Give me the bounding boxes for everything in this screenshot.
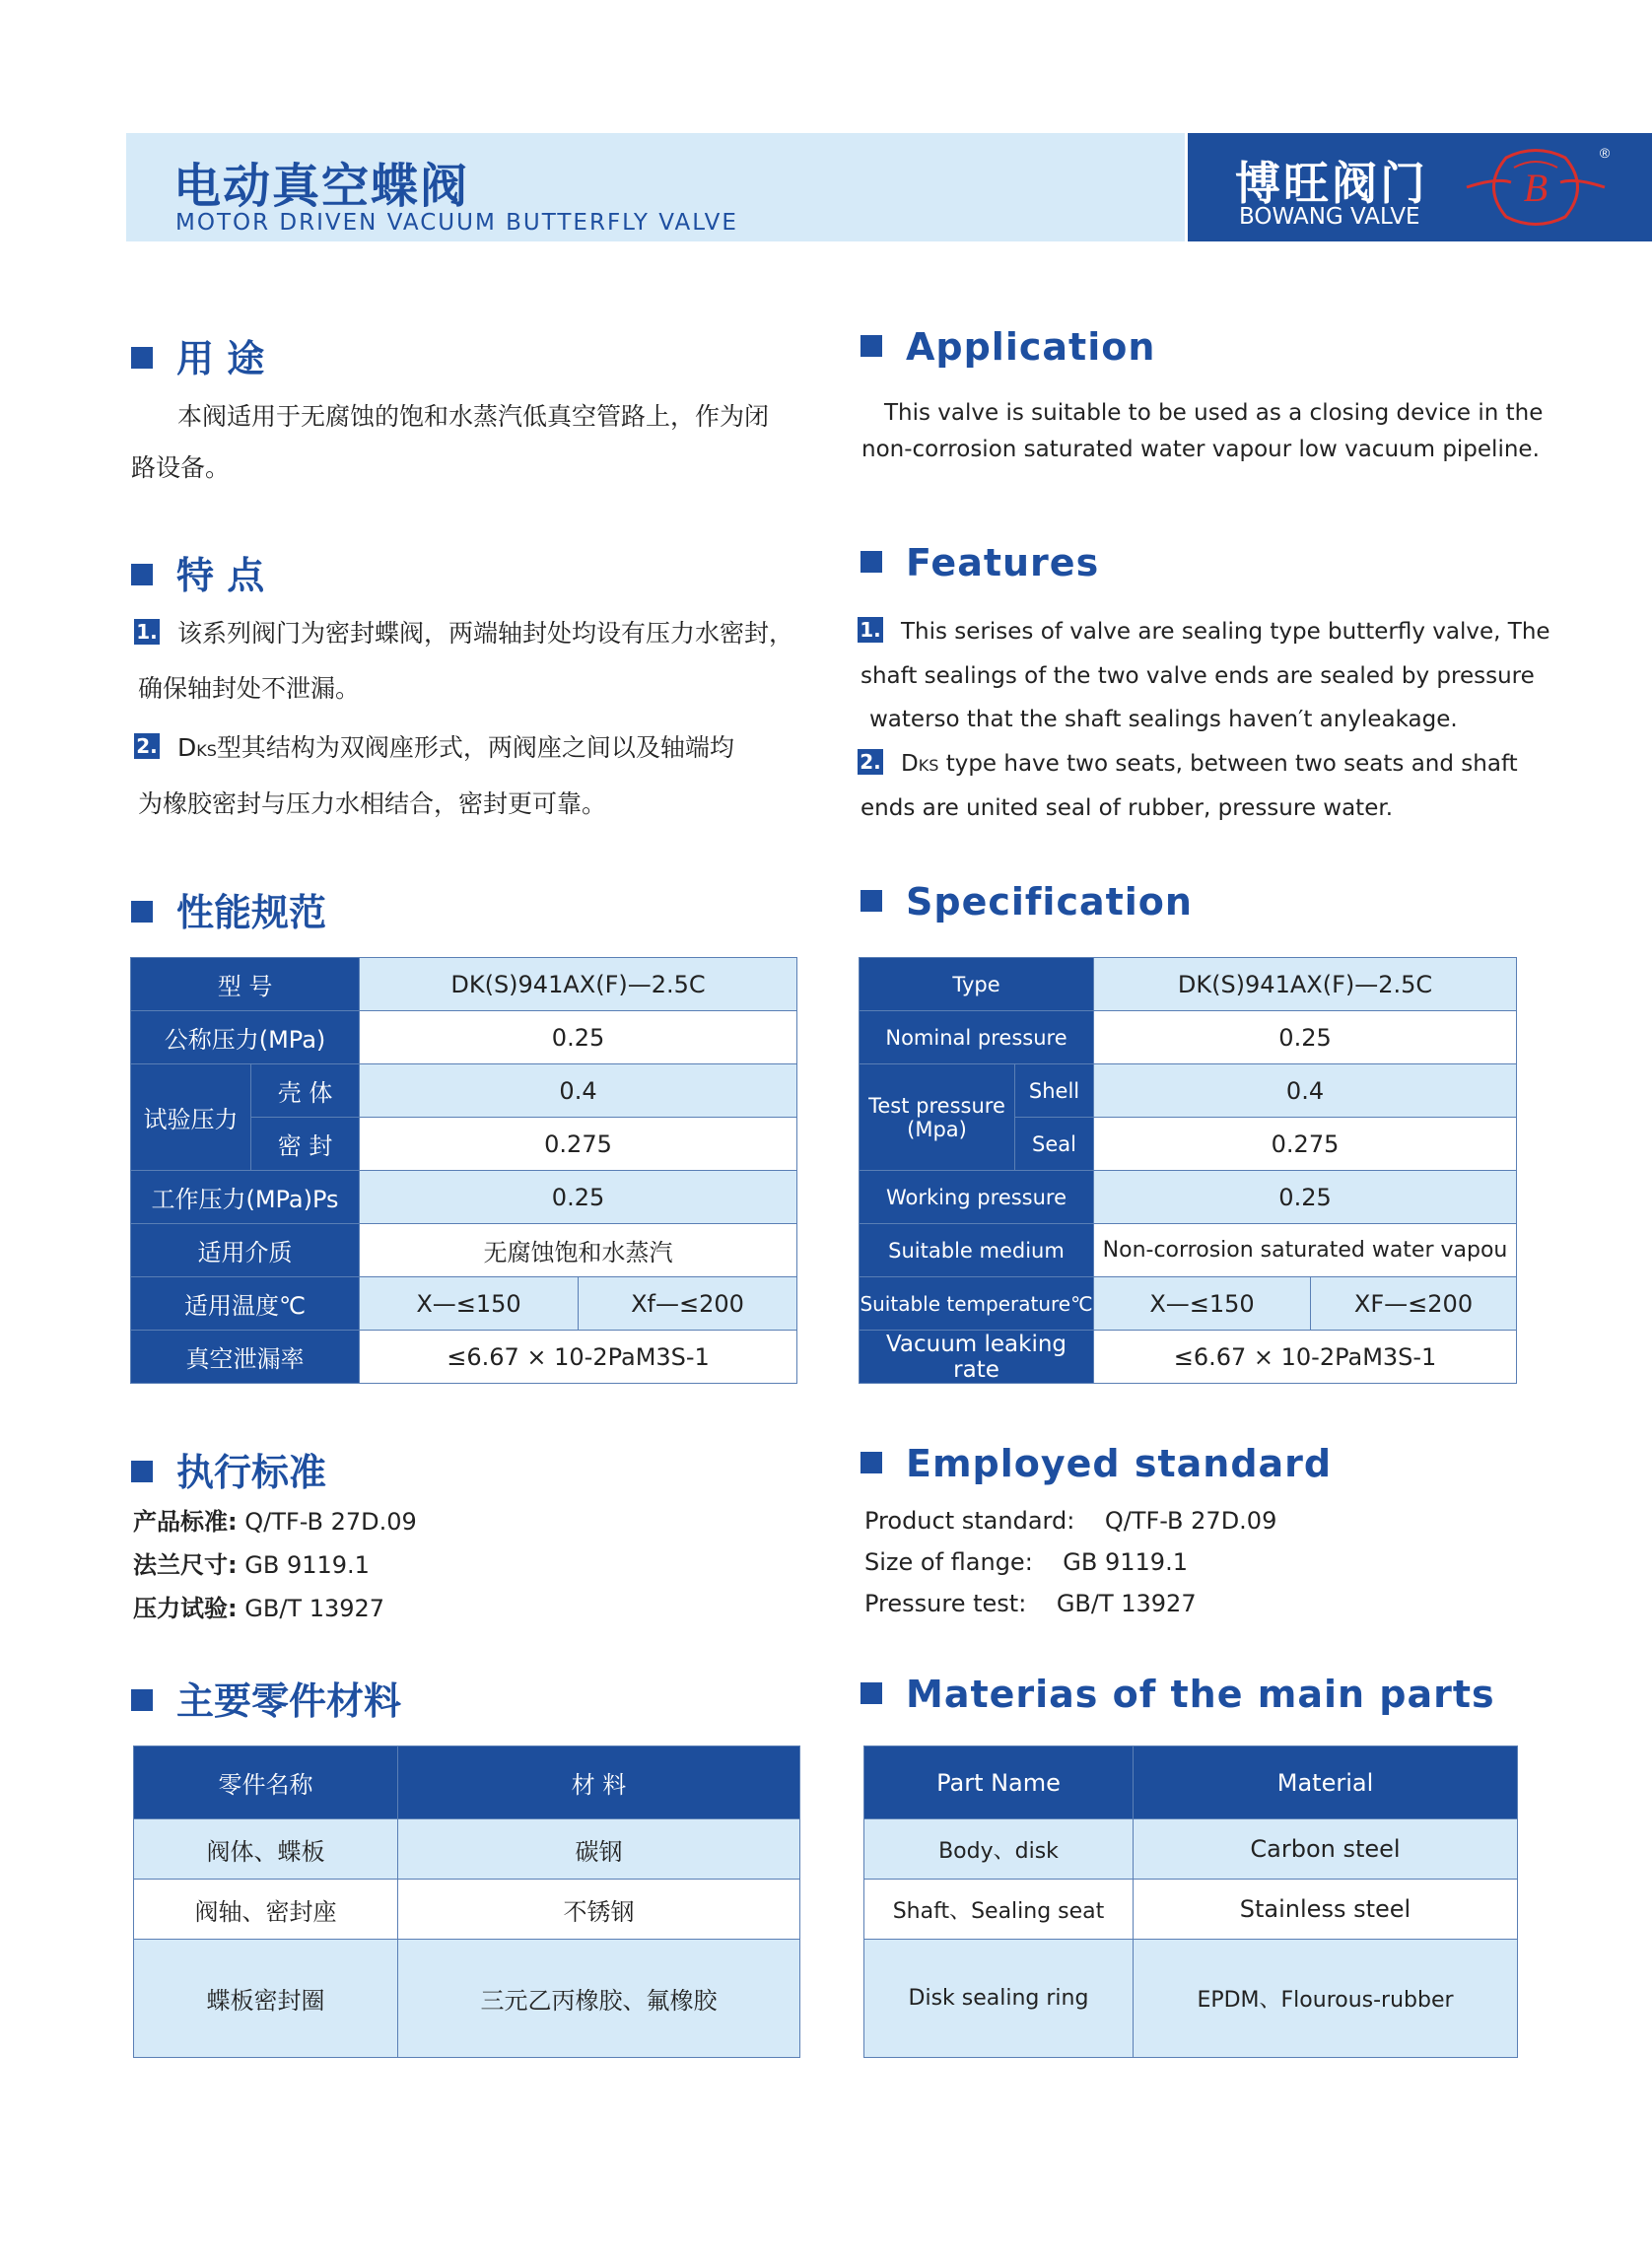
spec-value: 无腐蚀饱和水蒸汽 [360, 1224, 797, 1277]
registered-mark: ® [1599, 145, 1611, 161]
application-text-cn-line2: 路设备。 [131, 453, 231, 482]
spec-label: 真空泄漏率 [131, 1331, 360, 1384]
spec-label: 型 号 [131, 958, 360, 1011]
bullet-square-icon [860, 335, 882, 357]
features-cn-item2-line1: 2. DKS型其结构为双阀座形式，两阀座之间以及轴端均 [134, 722, 734, 777]
section-title-features-en: Features [860, 541, 1099, 584]
column-header: Part Name [864, 1746, 1134, 1819]
table-row [860, 958, 1517, 1011]
spec-label: 试验压力 [131, 1064, 251, 1171]
table-row [131, 1171, 797, 1224]
features-cn-item1-line1: 1. 该系列阀门为密封蝶阀，两端轴封处均设有压力水密封， [134, 608, 793, 659]
spec-sublabel: 密 封 [251, 1118, 360, 1171]
features-en-item1-line2: shaft sealings of the two valve ends are sealed by pressure [860, 663, 1535, 689]
brand-logo-icon [1457, 138, 1615, 237]
section-title-spec-en: Specification [860, 880, 1193, 924]
bullet-square-icon [131, 347, 153, 369]
page-title-cn: 电动真空蝶阀 [173, 159, 470, 214]
spec-value: Xf—≤200 [579, 1277, 797, 1331]
spec-sublabel: Shell [1015, 1064, 1094, 1118]
table-row [134, 1746, 800, 1819]
features-en-item2-line1: 2. DKS type have two seats, between two seats and shaft [858, 738, 1518, 791]
spec-value: ≤6.67 × 10-2PaM3S-1 [1094, 1331, 1517, 1384]
logo-letter: B [1523, 166, 1549, 210]
part-name: 蝶板密封圈 [134, 1940, 398, 2058]
spec-value: 0.25 [360, 1171, 797, 1224]
spec-label: Nominal pressure [860, 1011, 1094, 1064]
table-row [131, 1224, 797, 1277]
section-title-features-cn: 特 点 [131, 545, 264, 599]
part-material: 碳钢 [398, 1819, 800, 1880]
table-row [131, 958, 797, 1011]
application-text-en-line2: non-corrosion saturated water vapour low vacuum pipeline. [861, 437, 1540, 462]
features-cn-item1-line2: 确保轴封处不泄漏。 [138, 674, 361, 703]
spec-label: Working pressure [860, 1171, 1094, 1224]
spec-value: DK(S)941AX(F)—2.5C [360, 958, 797, 1011]
table-row [860, 1277, 1517, 1331]
bullet-square-icon [860, 1682, 882, 1704]
table-row [860, 1171, 1517, 1224]
column-header: 材 料 [398, 1746, 800, 1819]
part-material: Carbon steel [1134, 1819, 1518, 1880]
spec-table-en [859, 957, 1517, 1384]
standard-product-cn: 产品标准: Q/TF-B 27D.09 [133, 1508, 417, 1536]
table-row [131, 1277, 797, 1331]
standard-flange-cn: 法兰尺寸: GB 9119.1 [133, 1551, 370, 1579]
part-name: 阀体、蝶板 [134, 1819, 398, 1880]
spec-sublabel: 壳 体 [251, 1064, 360, 1118]
table-row [134, 1940, 800, 2058]
spec-value: 0.275 [360, 1118, 797, 1171]
spec-label: 适用温度℃ [131, 1277, 360, 1331]
bullet-square-icon [860, 551, 882, 573]
bullet-square-icon [131, 901, 153, 923]
spec-value: 0.25 [1094, 1011, 1517, 1064]
spec-value: ≤6.67 × 10-2PaM3S-1 [360, 1331, 797, 1384]
table-row [134, 1880, 800, 1940]
table-row [864, 1880, 1518, 1940]
spec-label: Type [860, 958, 1094, 1011]
spec-label: 公称压力(MPa) [131, 1011, 360, 1064]
spec-label: 适用介质 [131, 1224, 360, 1277]
table-row [864, 1940, 1518, 2058]
spec-value: 0.25 [1094, 1171, 1517, 1224]
application-text-en-line1: This valve is suitable to be used as a closing device in the [884, 400, 1544, 426]
column-header: 零件名称 [134, 1746, 398, 1819]
spec-label: Test pressure (Mpa) [860, 1064, 1015, 1171]
features-en-item1-line1: 1. This serises of valve are sealing type butterfly valve, The [858, 606, 1550, 657]
part-material: 三元乙丙橡胶、氟橡胶 [398, 1940, 800, 2058]
bullet-square-icon [131, 1461, 153, 1482]
part-material: Stainless steel [1134, 1880, 1518, 1940]
table-row [864, 1746, 1518, 1819]
column-header: Material [1134, 1746, 1518, 1819]
features-en-item1-line3: waterso that the shaft sealings haven′t anyleakage. [869, 707, 1458, 732]
part-name: Disk sealing ring [864, 1940, 1134, 2058]
bullet-square-icon [131, 1689, 153, 1711]
number-badge-2: 2. [858, 749, 883, 775]
spec-label: Suitable temperature℃ [860, 1277, 1094, 1331]
part-name: Shaft、Sealing seat [864, 1880, 1134, 1940]
spec-sublabel: Seal [1015, 1118, 1094, 1171]
standard-pressure-en: Pressure test: GB/T 13927 [864, 1590, 1197, 1617]
table-row [134, 1819, 800, 1880]
spec-label: Suitable medium [860, 1224, 1094, 1277]
table-row [131, 1331, 797, 1384]
features-cn-item2-line2: 为橡胶密封与压力水相结合，密封更可靠。 [138, 789, 607, 818]
table-row [860, 1331, 1517, 1384]
table-row [860, 1224, 1517, 1277]
section-title-standard-en: Employed standard [860, 1442, 1332, 1485]
section-title-spec-cn: 性能规范 [131, 882, 326, 936]
part-name: 阀轴、密封座 [134, 1880, 398, 1940]
bullet-square-icon [131, 564, 153, 585]
spec-value: 0.4 [360, 1064, 797, 1118]
section-title-standard-cn: 执行标准 [131, 1442, 326, 1496]
spec-label: Vacuum leaking rate [860, 1331, 1094, 1384]
materials-table-en [863, 1745, 1518, 2058]
part-material: EPDM、Flourous-rubber [1134, 1940, 1518, 2058]
spec-value: 0.25 [360, 1011, 797, 1064]
page-title-en: MOTOR DRIVEN VACUUM BUTTERFLY VALVE [175, 210, 738, 236]
spec-value: Non-corrosion saturated water vapou [1094, 1224, 1517, 1277]
application-text-cn-line1: 本阀适用于无腐蚀的饱和水蒸汽低真空管路上，作为闭 [177, 402, 770, 431]
materials-table-cn [133, 1745, 800, 2058]
number-badge-2: 2. [134, 733, 160, 759]
bullet-square-icon [860, 1452, 882, 1473]
spec-value: X—≤150 [1094, 1277, 1311, 1331]
brand-name-cn: 博旺阀门 [1235, 157, 1428, 210]
standard-product-en: Product standard: Q/TF-B 27D.09 [864, 1507, 1277, 1535]
bullet-square-icon [860, 890, 882, 912]
table-row [860, 1011, 1517, 1064]
section-title-application-cn: 用 途 [131, 328, 264, 382]
spec-table-cn [130, 957, 797, 1384]
spec-value: XF—≤200 [1311, 1277, 1517, 1331]
standard-pressure-cn: 压力试验: GB/T 13927 [133, 1595, 385, 1622]
part-name: Body、disk [864, 1819, 1134, 1880]
section-title-materials-en: Materias of the main parts [860, 1673, 1495, 1716]
spec-value: X—≤150 [360, 1277, 579, 1331]
spec-value: 0.4 [1094, 1064, 1517, 1118]
table-row [131, 1011, 797, 1064]
spec-label: 工作压力(MPa)Ps [131, 1171, 360, 1224]
spec-value: 0.275 [1094, 1118, 1517, 1171]
table-row [131, 1064, 797, 1118]
standard-flange-en: Size of flange: GB 9119.1 [864, 1548, 1188, 1576]
table-row [860, 1064, 1517, 1118]
part-material: 不锈钢 [398, 1880, 800, 1940]
number-badge-1: 1. [858, 617, 883, 643]
brand-name-en: BOWANG VALVE [1239, 204, 1420, 230]
features-en-item2-line2: ends are united seal of rubber, pressure water. [860, 795, 1394, 821]
spec-value: DK(S)941AX(F)—2.5C [1094, 958, 1517, 1011]
number-badge-1: 1. [134, 619, 160, 645]
table-row [864, 1819, 1518, 1880]
section-title-application-en: Application [860, 325, 1155, 369]
section-title-materials-cn: 主要零件材料 [131, 1671, 401, 1725]
